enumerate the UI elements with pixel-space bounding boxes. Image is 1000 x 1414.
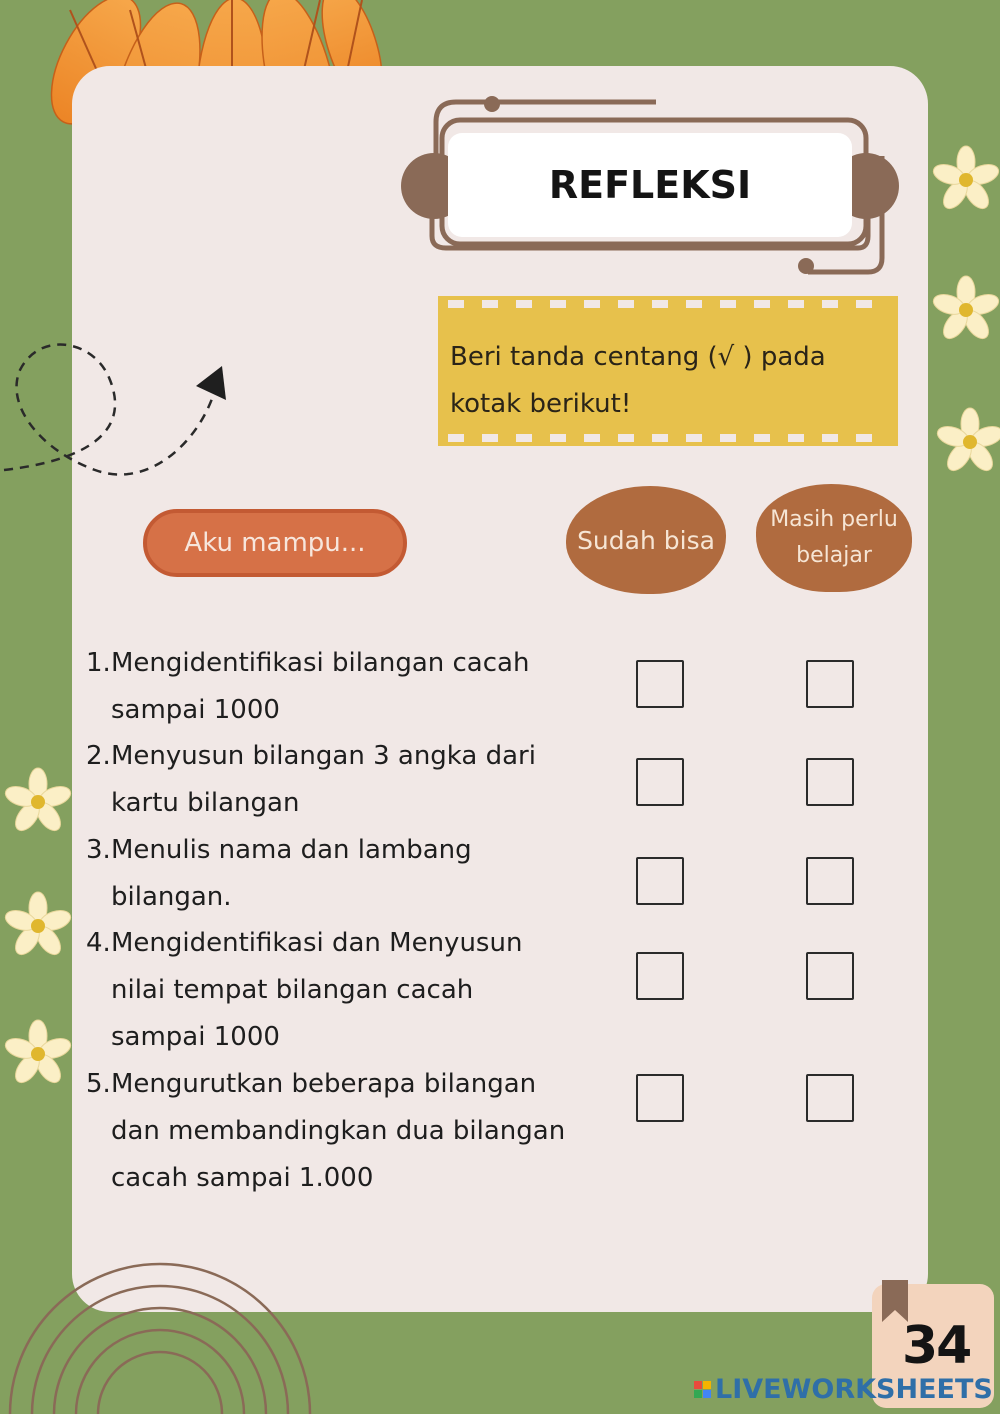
item-text-line: nilai tempat bilangan cacah: [111, 975, 474, 1005]
brand-watermark: [694, 1374, 993, 1405]
instruction-line-2: kotak berikut!: [450, 389, 632, 419]
item-2-learn-checkbox[interactable]: [806, 758, 854, 806]
item-text-line: cacah sampai 1.000: [111, 1163, 374, 1193]
item-number: 2.: [86, 741, 111, 771]
flowers-left-decoration: [0, 760, 80, 1100]
list-item-2: [86, 733, 574, 827]
instruction-line-1: Beri tanda centang (√ ) pada: [450, 342, 826, 372]
item-text-line: bilangan.: [111, 882, 232, 912]
brand-logo-icon: [694, 1381, 711, 1398]
item-1-done-checkbox[interactable]: [636, 660, 684, 708]
flowers-right-decoration: [928, 140, 1000, 490]
item-3-learn-checkbox[interactable]: [806, 857, 854, 905]
item-text-line: Mengidentifikasi dan Menyusun: [111, 928, 523, 958]
learn-label-line-2: belajar: [796, 543, 872, 568]
list-item-4: [86, 920, 574, 1061]
learn-column-header: [756, 484, 912, 592]
learn-label-line-1: Masih perlu: [770, 507, 898, 532]
list-item-5: [86, 1061, 574, 1202]
item-1-learn-checkbox[interactable]: [806, 660, 854, 708]
item-4-done-checkbox[interactable]: [636, 952, 684, 1000]
item-text-line: sampai 1000: [111, 695, 280, 725]
ability-label: Aku mampu...: [143, 509, 407, 577]
list-item-1: [86, 640, 574, 734]
instruction-box: [438, 296, 898, 446]
list-item-3: [86, 827, 574, 921]
dashed-arrow-decoration: [0, 320, 240, 490]
item-text-line: dan membandingkan dua bilangan: [111, 1116, 566, 1146]
item-text-line: sampai 1000: [111, 1022, 280, 1052]
item-2-done-checkbox[interactable]: [636, 758, 684, 806]
page-title: REFLEKSI: [448, 133, 852, 237]
item-number: 4.: [86, 928, 111, 958]
item-5-done-checkbox[interactable]: [636, 1074, 684, 1122]
item-text-line: Menulis nama dan lambang: [111, 835, 472, 865]
item-4-learn-checkbox[interactable]: [806, 952, 854, 1000]
page-number: 34: [902, 1316, 971, 1376]
arcs-decoration: [0, 1258, 340, 1414]
done-column-header: [566, 486, 726, 594]
item-text-line: Mengidentifikasi bilangan cacah: [111, 648, 530, 678]
item-number: 1.: [86, 648, 111, 678]
item-number: 3.: [86, 835, 111, 865]
brand-name: LIVEWORKSHEETS: [715, 1374, 993, 1405]
item-3-done-checkbox[interactable]: [636, 857, 684, 905]
item-number: 5.: [86, 1069, 111, 1099]
item-text-line: Menyusun bilangan 3 angka dari: [111, 741, 536, 771]
item-text-line: kartu bilangan: [111, 788, 300, 818]
item-text-line: Mengurutkan beberapa bilangan: [111, 1069, 537, 1099]
done-label: Sudah bisa: [577, 525, 715, 555]
item-5-learn-checkbox[interactable]: [806, 1074, 854, 1122]
